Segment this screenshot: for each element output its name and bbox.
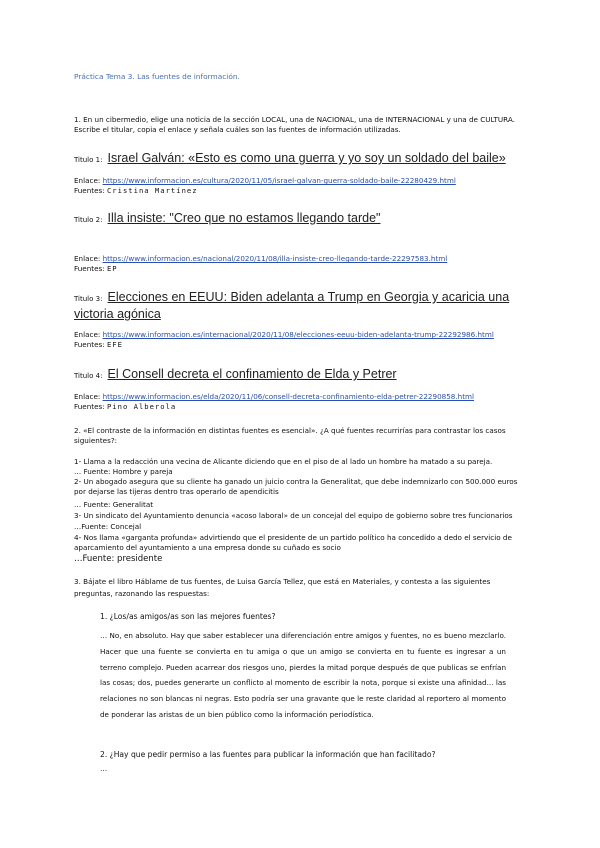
item-2-enlace-label: Enlace:	[74, 254, 101, 263]
item-2-url[interactable]: https://www.informacion.es/nacional/2020/11/08/illa-insiste-creo-llegando-tarde-22297583.html	[102, 254, 448, 263]
q2-line-9: aparcamiento del ayuntamiento a una empresa donde su cuñado es socio	[74, 543, 341, 552]
item-3-label: Titulo 3:	[74, 295, 103, 303]
q3-sub-2-question: 2. ¿Hay que pedir permiso a las fuentes para publicar la información que han facilitado?	[100, 750, 436, 759]
item-4-enlace-label: Enlace:	[74, 392, 101, 401]
item-3-fuentes-label: Fuentes:	[74, 340, 105, 349]
item-1-enlace-label: Enlace:	[74, 176, 101, 185]
item-2-enlace-row	[74, 254, 447, 264]
item-4-enlace-row	[74, 392, 474, 402]
item-4-label: Titulo 4:	[74, 372, 103, 380]
item-3-enlace-label: Enlace:	[74, 330, 101, 339]
item-3-title-line2[interactable]: victoria agónica	[74, 307, 161, 321]
item-2-fuentes: EP	[106, 264, 118, 273]
item-4-title-row	[74, 363, 397, 382]
item-3-title-line1[interactable]: Elecciones en EEUU: Biden adelanta a Trump en Georgia y acaricia una	[107, 290, 510, 304]
q2-line-2: … Fuente: Hombre y pareja	[74, 467, 173, 476]
item-4-fuentes: Pino Alberola	[106, 402, 177, 411]
item-1-label: Titulo 1:	[74, 156, 103, 164]
q2-line-5: … Fuente: Generalitat	[74, 500, 154, 509]
q2-line-8: 4- Nos llama «garganta profunda» advirtiendo que el presidente de un partido político ha concedido a dedo el servicio de	[74, 533, 512, 542]
question-2-text: 2. «El contraste de la información en distintas fuentes es esencial». ¿A qué fuentes recurrirías para contrastar los casos siguientes?:	[74, 426, 506, 445]
item-2-title-row	[74, 207, 380, 226]
question-1-text: 1. En un cibermedio, elige una noticia de la sección LOCAL, una de NACIONAL, una de INTERNACIONAL y una de CULTURA. Escribe el titular, copia el enlace y señala cuáles son las fuentes de información utilizadas.	[74, 115, 515, 134]
item-2-label: Titulo 2:	[74, 216, 103, 224]
item-3-fuentes: EFE	[106, 340, 123, 349]
item-1-title[interactable]: Israel Galván: «Esto es como una guerra y yo soy un soldado del baile»	[107, 151, 506, 165]
item-4-url[interactable]: https://www.informacion.es/elda/2020/11/06/consell-decreta-confinamiento-elda-petrer-22290858.html	[102, 392, 475, 401]
q2-line-4: por dejarse las tijeras dentro tras operarlo de apendicitis	[74, 487, 279, 496]
item-1-title-row	[74, 147, 506, 166]
item-4-fuentes-label: Fuentes:	[74, 402, 105, 411]
q3-sub-1-answer: … No, en absoluto. Hay que saber establecer una diferenciación entre amigos y fuentes, no es bueno mezclarlo. Hacer que una fuente se convierta en tu amiga o que un amigo se convierta en tu fuente es ingresar a un terreno complejo. Pueden acarrear dos riesgos uno, pierdes la mitad porque después de que publicas se enfrían las cosas; dos, puedes generarte un conflicto al momento de escribir la nota, porque si existe una afinidad... las relaciones no son blancas ni negras. Esto podría ser una gravante que le reste claridad al reportero al momento de ponderar las aristas de un bien público como la información periodística.	[100, 631, 506, 719]
q2-line-3: 2- Un abogado asegura que su cliente ha ganado un juicio contra la Generalitat, que debe indemnizarlo con 500.000 euros	[74, 477, 518, 486]
q3-sub-2-answer: …	[100, 764, 108, 773]
q2-line-10: …Fuente: presidente	[74, 554, 163, 564]
item-3-url[interactable]: https://www.informacion.es/internacional/2020/11/08/elecciones-eeuu-biden-adelanta-trump-22292986.html	[102, 330, 494, 339]
q3-sub-1-question: 1. ¿Los/as amigos/as son las mejores fuentes?	[100, 612, 276, 621]
item-3-fuentes-row	[74, 340, 123, 350]
question-3-text: 3. Bájate el libro Háblame de tus fuentes, de Luisa García Tellez, que está en Materiales, y contesta a las siguientes preguntas, razonando las respuestas:	[74, 577, 491, 598]
item-1-fuentes-row	[74, 186, 198, 196]
q2-line-7: …Fuente: Concejal	[74, 522, 142, 531]
item-4-fuentes-row	[74, 402, 176, 412]
q2-line-1: 1- Llama a la redacción una vecina de Alicante diciendo que en el piso de al lado un hombre ha matado a su pareja.	[74, 457, 493, 466]
item-1-enlace-row	[74, 176, 456, 186]
q2-line-6: 3- Un sindicato del Ayuntamiento denuncia «acoso laboral» de un concejal del equipo de gobierno sobre tres funcionarios	[74, 511, 513, 520]
item-2-fuentes-label: Fuentes:	[74, 264, 105, 273]
item-3-title-cont	[74, 303, 161, 322]
item-1-fuentes: Cristina Martínez	[106, 186, 198, 195]
item-1-fuentes-label: Fuentes:	[74, 186, 105, 195]
item-4-title[interactable]: El Consell decreta el confinamiento de Elda y Petrer	[107, 367, 397, 381]
document-header: Práctica Tema 3. Las fuentes de información.	[74, 72, 240, 81]
item-1-url[interactable]: https://www.informacion.es/cultura/2020/11/05/israel-galvan-guerra-soldado-baile-22280429.html	[102, 176, 456, 185]
item-3-enlace-row	[74, 330, 494, 340]
item-2-title[interactable]: Illa insiste: "Creo que no estamos llegando tarde"	[107, 211, 381, 225]
item-2-fuentes-row	[74, 264, 118, 274]
